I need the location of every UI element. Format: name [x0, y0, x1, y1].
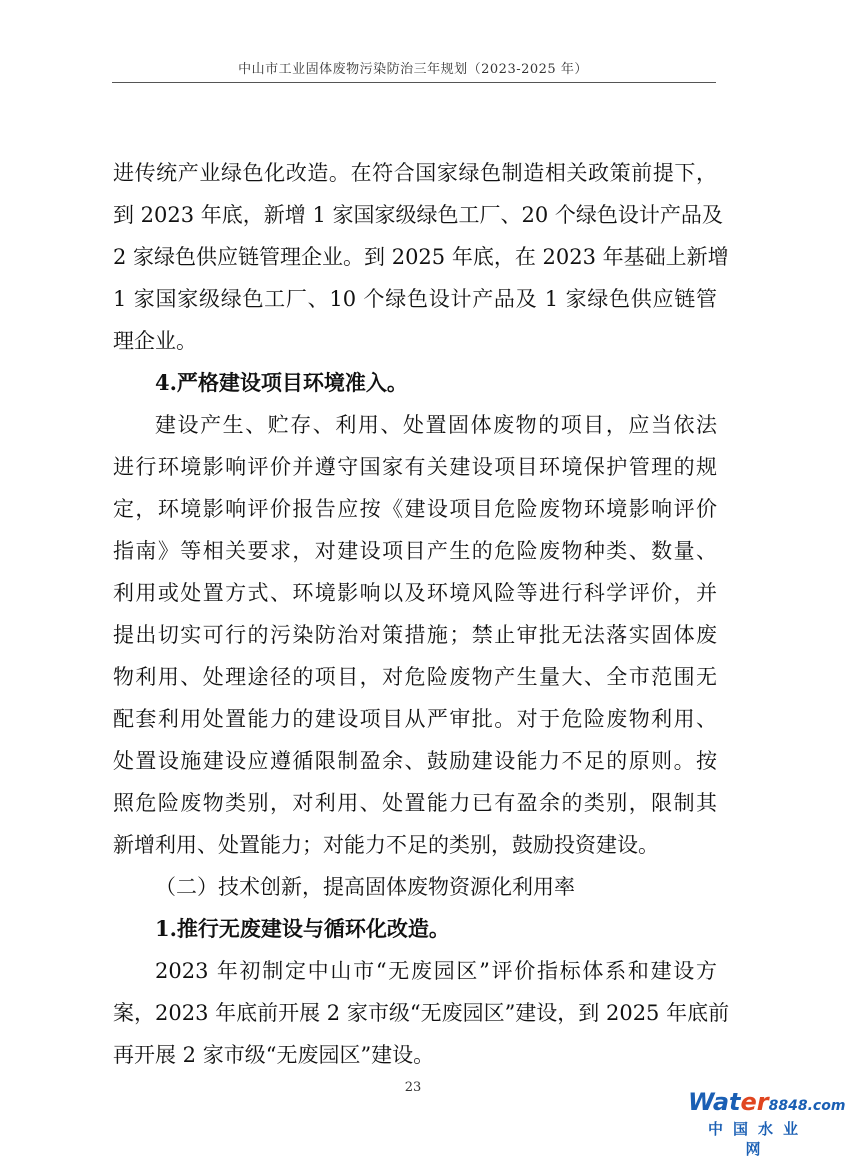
- section-heading: 1.推行无废建设与循环化改造。: [155, 916, 450, 941]
- body-line: 1 家国家级绿色工厂、10 个绿色设计产品及 1 家绿色供应链管: [113, 287, 717, 311]
- body-line: 定，环境影响评价报告应按《建设项目危险废物环境影响评价: [113, 497, 717, 521]
- page-number: 23: [404, 1080, 422, 1095]
- body-line: 照危险废物类别，对利用、处置能力已有盈余的类别，限制其: [113, 791, 717, 815]
- body-line: 物利用、处理途径的项目，对危险废物产生量大、全市范围无: [113, 665, 717, 689]
- body-line: 2023 年初制定中山市“无废园区”评价指标体系和建设方: [155, 959, 717, 983]
- header-divider: [112, 82, 716, 83]
- chapter-subheading: （二）技术创新，提高固体废物资源化利用率: [155, 875, 575, 899]
- body-line: 配套利用处置能力的建设项目从严审批。对于危险废物利用、: [113, 707, 717, 731]
- body-line: 案，2023 年底前开展 2 家市级“无废园区”建设，到 2025 年底前: [113, 1001, 730, 1025]
- body-line: 2 家绿色供应链管理企业。到 2025 年底，在 2023 年基础上新增: [113, 245, 729, 269]
- body-line: 理企业。: [113, 329, 197, 353]
- body-line: 进行环境影响评价并遵守国家有关建设项目环境保护管理的规: [113, 455, 717, 479]
- body-line: 再开展 2 家市级“无废园区”建设。: [113, 1043, 435, 1067]
- body-line: 建设产生、贮存、利用、处置固体废物的项目，应当依法: [155, 413, 717, 437]
- watermark-brand-number: 8848: [768, 1098, 808, 1114]
- section-heading: 4.严格建设项目环境准入。: [155, 370, 408, 395]
- watermark-brand-part: Wat: [688, 1088, 741, 1116]
- body-line: 进传统产业绿色化改造。在符合国家绿色制造相关政策前提下，: [113, 161, 717, 185]
- document-body: [113, 152, 730, 1076]
- watermark-brand: [688, 1088, 845, 1119]
- body-line: 到 2023 年底，新增 1 家国家级绿色工厂、20 个绿色设计产品及: [113, 203, 723, 227]
- site-watermark-logo: [688, 1088, 845, 1159]
- body-line: 处置设施建设应遵循限制盈余、鼓励建设能力不足的原则。按: [113, 749, 717, 773]
- body-line: 新增利用、处置能力；对能力不足的类别，鼓励投资建设。: [113, 833, 659, 857]
- watermark-site-name: 中国水业网: [707, 1120, 808, 1158]
- running-header: 中山市工业固体废物污染防治三年规划（2023-2025 年）: [238, 62, 588, 77]
- body-line: 指南》等相关要求，对建设项目产生的危险废物种类、数量、: [113, 539, 717, 563]
- watermark-brand-suffix: .com: [807, 1098, 845, 1114]
- body-line: 提出切实可行的污染防治对策措施；禁止审批无法落实固体废: [113, 623, 717, 647]
- watermark-brand-part: er: [740, 1088, 769, 1116]
- body-line: 利用或处置方式、环境影响以及环境风险等进行科学评价，并: [113, 581, 717, 605]
